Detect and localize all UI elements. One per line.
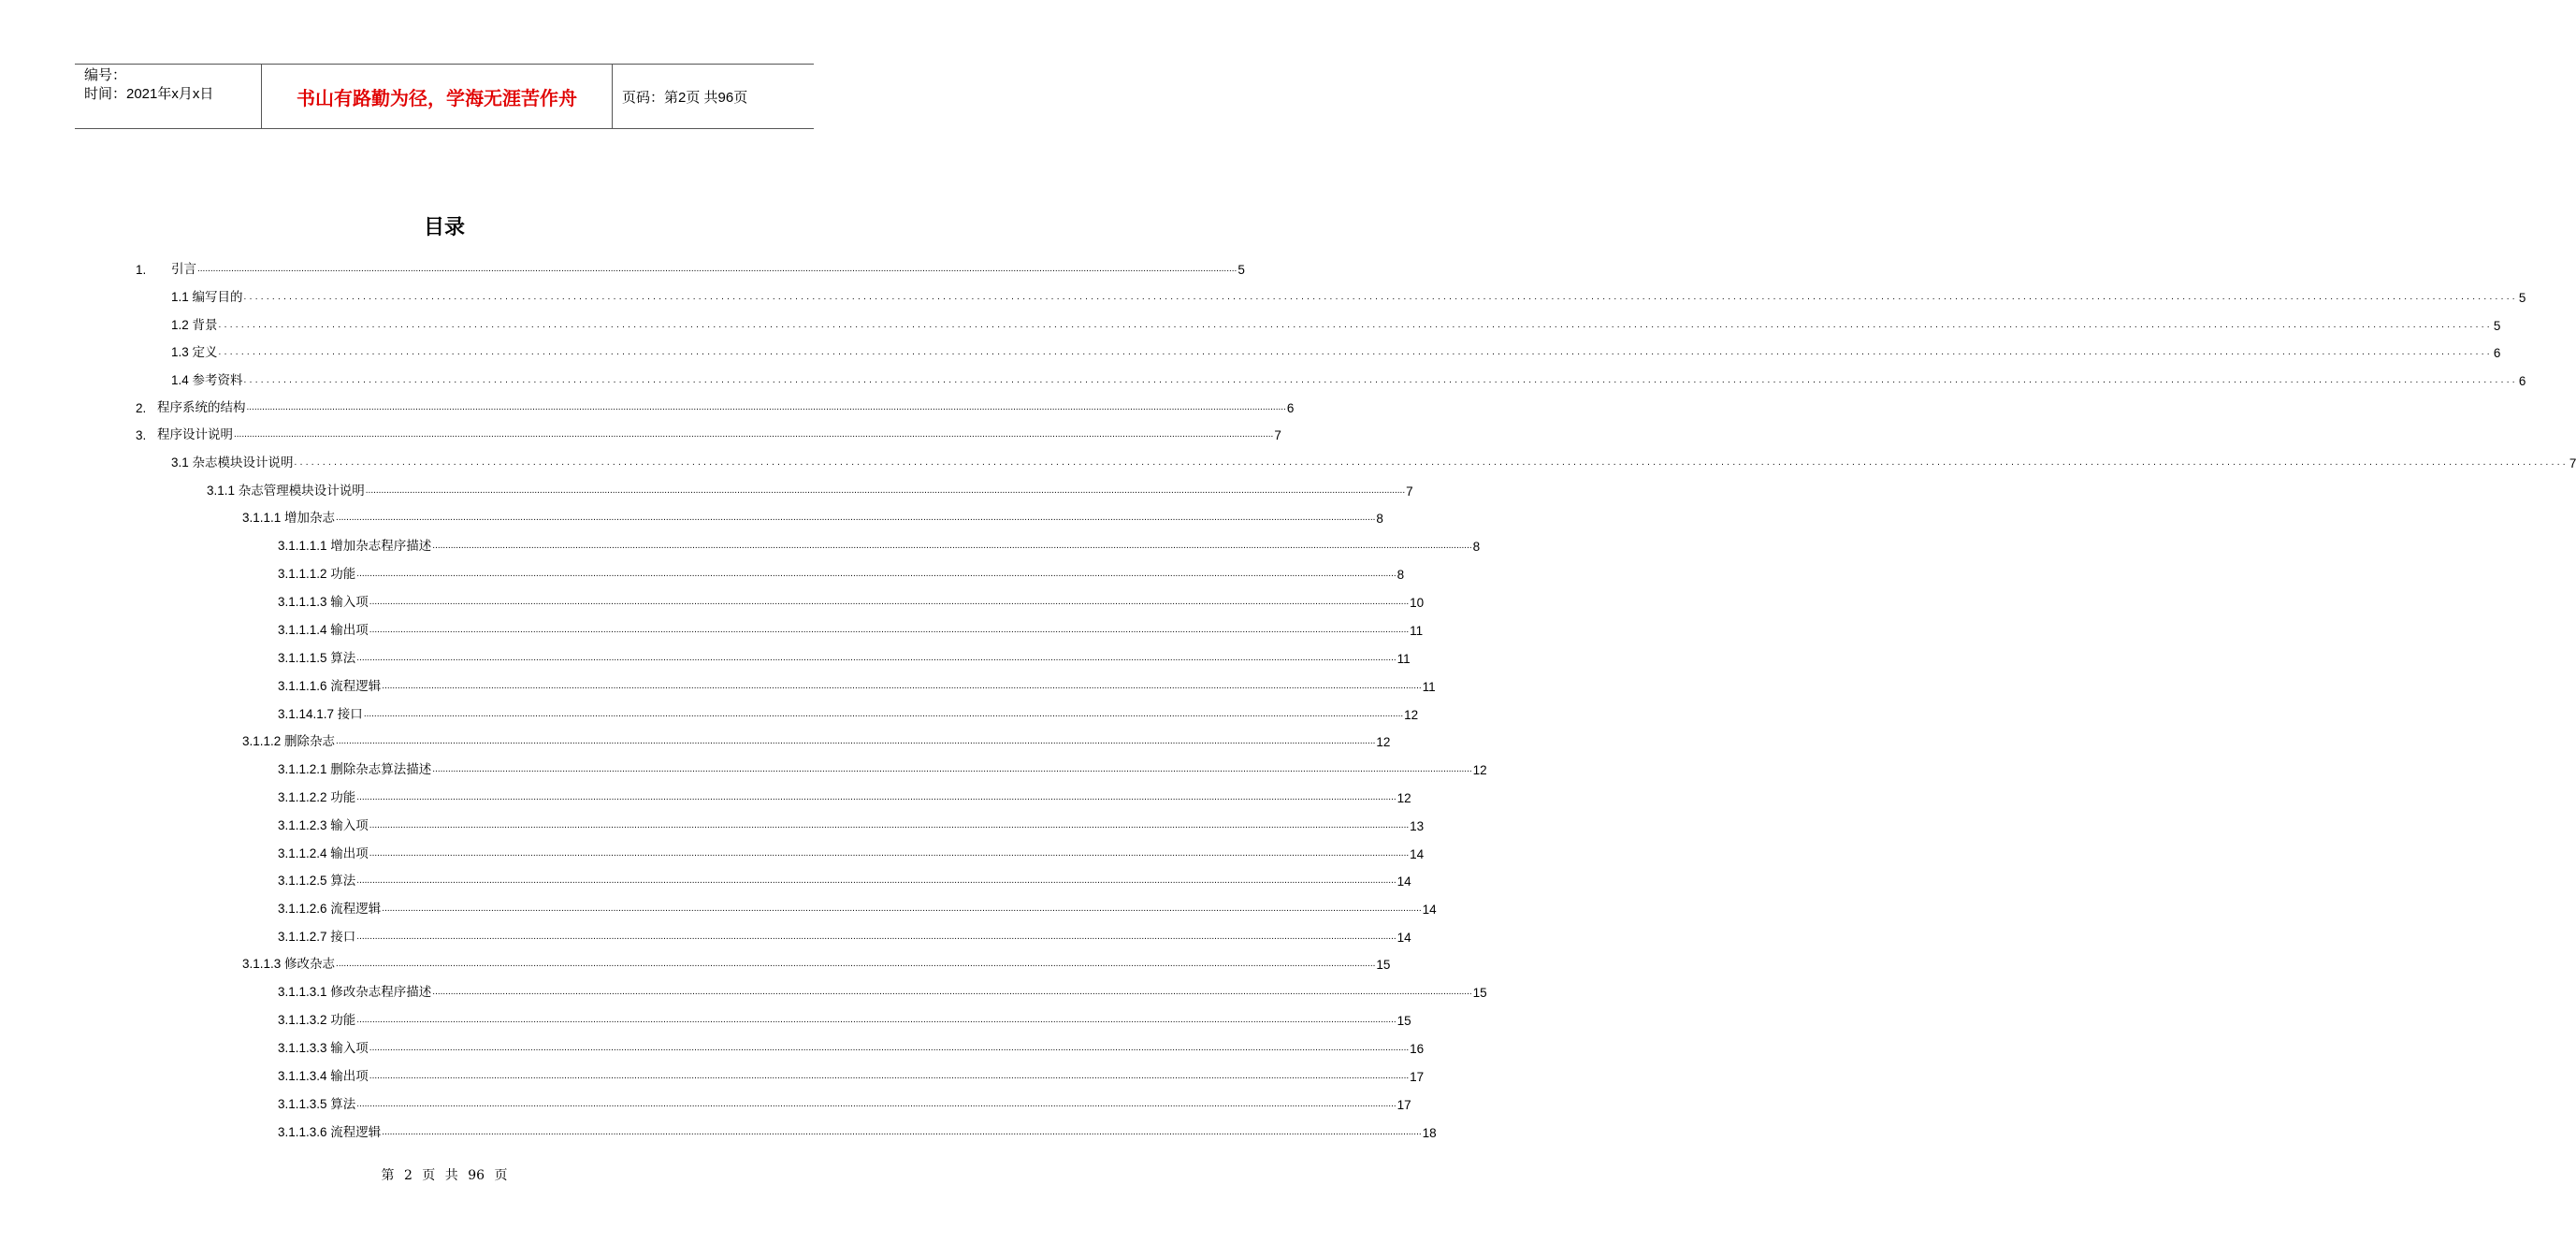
- toc-entry-title: 3.1.1.2.4 输出项: [278, 846, 369, 860]
- toc-leader-dots: ................................................................................................................................................................................................................................................................................................................................................................................................................: [356, 569, 1397, 579]
- toc-entry-page: 11: [1397, 652, 1411, 666]
- toc-leader-dots: ................................................................................................................................................................................................................................................................................................................................................................................................................: [369, 597, 1410, 607]
- toc-entry-page: 8: [1376, 512, 1383, 526]
- toc-entry-page: 6: [2518, 374, 2526, 388]
- toc-entry-page: 7: [1406, 484, 1413, 498]
- toc-entry-title: 1.2 背景: [171, 318, 218, 332]
- toc-entry-page: 8: [1472, 540, 1481, 554]
- toc-entry-page: 7: [1274, 428, 1281, 442]
- toc-leader-dots: ................................................................................................................................................................................................................................................................................................................................................................................................................: [369, 820, 1410, 831]
- toc-entry[interactable]: [171, 368, 2526, 388]
- toc-leader-dots: ................................................................................................................................................................................................................................................................................................................................................................................................................: [432, 541, 1472, 551]
- toc-entry[interactable]: [207, 478, 1413, 498]
- toc-entry-page: 14: [1410, 847, 1425, 861]
- toc-entry[interactable]: [171, 312, 2501, 333]
- toc-entry-title: 3.1.1.2.2 功能: [278, 790, 356, 804]
- toc-leader-dots: ................................................................................................................................................................................................................................................................................................................................................................................................................: [356, 1015, 1397, 1025]
- toc-leader-dots: ................................................................................................................................................................................................................................................................................................................................................................................................................: [243, 292, 2518, 302]
- toc-entry-title: 1.1 编写目的: [171, 290, 243, 304]
- toc-leader-dots: ................................................................................................................................................................................................................................................................................................................................................................................................................: [336, 959, 1376, 969]
- toc-entry-title: 3.1.1.2 删除杂志: [242, 734, 336, 748]
- toc-entry-page: 5: [1237, 263, 1245, 277]
- toc-entry-page: 12: [1472, 763, 1487, 777]
- toc-entry[interactable]: [242, 951, 1391, 972]
- toc-entry-title: 1.4 参考资料: [171, 373, 243, 387]
- toc-entry-page: 8: [1397, 568, 1405, 582]
- toc-entry-title: 3.1.1.2.7 接口: [278, 930, 356, 944]
- toc-entry-page: 15: [1397, 1014, 1411, 1028]
- toc-entry-number: 2.: [136, 401, 147, 415]
- toc-entry-title: 3.1.1.3.2 功能: [278, 1013, 356, 1027]
- toc-entry[interactable]: [278, 645, 1411, 666]
- toc-leader-dots: ................................................................................................................................................................................................................................................................................................................................................................................................................: [243, 375, 2518, 385]
- toc-entry-title: 3.1.1.1.2 功能: [278, 567, 356, 581]
- toc-entry-title: 3.1 杂志模块设计说明: [171, 455, 294, 470]
- toc-leader-dots: ................................................................................................................................................................................................................................................................................................................................................................................................................: [356, 875, 1397, 886]
- toc-entry[interactable]: [171, 450, 2576, 470]
- toc-entry-title: 3.1.1.3.6 流程逻辑: [278, 1125, 382, 1139]
- toc-entry[interactable]: [278, 1120, 1437, 1140]
- toc-entry-title: 1.3 定义: [171, 345, 218, 359]
- toc-entry-title: 3.1.1.3 修改杂志: [242, 957, 336, 971]
- toc-leader-dots: ................................................................................................................................................................................................................................................................................................................................................................................................................: [356, 932, 1397, 942]
- toc-entry-title: 3.1.1.2.5 算法: [278, 874, 356, 888]
- toc-entry[interactable]: [278, 979, 1487, 1000]
- toc-entry-page: 18: [1422, 1126, 1437, 1140]
- toc-entry-page: 12: [1397, 791, 1411, 805]
- page-header: [75, 64, 814, 129]
- toc-entry-page: 12: [1376, 735, 1391, 749]
- toc-entry[interactable]: [278, 701, 1419, 722]
- toc-entry-title: 3.1.1.3.3 输入项: [278, 1041, 369, 1055]
- toc-entry[interactable]: [278, 1007, 1411, 1028]
- toc-entry-page: 5: [2493, 319, 2501, 333]
- toc-entry-title: 3.1.1.2.6 流程逻辑: [278, 902, 382, 916]
- toc-leader-dots: ................................................................................................................................................................................................................................................................................................................................................................................................................: [218, 320, 2493, 330]
- toc-entry[interactable]: [278, 1063, 1425, 1084]
- toc-leader-dots: ................................................................................................................................................................................................................................................................................................................................................................................................................: [336, 513, 1376, 523]
- toc-leader-dots: ................................................................................................................................................................................................................................................................................................................................................................................................................: [218, 347, 2493, 357]
- toc-entry-page: 11: [1422, 680, 1436, 694]
- toc-entry[interactable]: [278, 785, 1411, 805]
- toc-entry-page: 14: [1397, 931, 1411, 945]
- toc-entry-title: 引言: [171, 262, 196, 276]
- toc-entry-page: 16: [1410, 1042, 1425, 1056]
- toc-entry-title: 3.1.1 杂志管理模块设计说明: [207, 484, 365, 498]
- toc-entry-title: 3.1.1.1.5 算法: [278, 651, 356, 665]
- toc-entry-number: 1.: [136, 263, 147, 277]
- toc-leader-dots: ................................................................................................................................................................................................................................................................................................................................................................................................................: [369, 1071, 1410, 1081]
- toc-entry-page: 11: [1410, 624, 1424, 638]
- toc-leader-dots: ................................................................................................................................................................................................................................................................................................................................................................................................................: [336, 736, 1376, 746]
- toc-entry[interactable]: [278, 841, 1425, 861]
- toc-entry-page: 13: [1410, 819, 1425, 833]
- toc-entry[interactable]: [278, 924, 1411, 945]
- toc-leader-dots: ................................................................................................................................................................................................................................................................................................................................................................................................................: [432, 987, 1472, 997]
- toc-leader-dots: ................................................................................................................................................................................................................................................................................................................................................................................................................: [365, 485, 1406, 496]
- toc-entry-page: 6: [2493, 346, 2501, 360]
- toc-leader-dots: ................................................................................................................................................................................................................................................................................................................................................................................................................: [369, 848, 1410, 859]
- toc-entry-page: 14: [1422, 903, 1437, 917]
- toc-entry-page: 5: [2518, 291, 2526, 305]
- toc-entry-title: 3.1.1.1 增加杂志: [242, 511, 336, 525]
- toc-leader-dots: ................................................................................................................................................................................................................................................................................................................................................................................................................: [369, 1043, 1410, 1053]
- toc-leader-dots: ................................................................................................................................................................................................................................................................................................................................................................................................................: [294, 457, 2569, 468]
- toc-entry-page: 14: [1397, 874, 1411, 889]
- toc-entry[interactable]: [242, 505, 1383, 526]
- toc-entry-title: 3.1.1.3.1 修改杂志程序描述: [278, 985, 432, 999]
- toc-entry-title: 3.1.1.1.4 输出项: [278, 623, 369, 637]
- toc-entry[interactable]: [278, 1035, 1425, 1056]
- toc-entry[interactable]: [171, 340, 2501, 360]
- toc-entry-title: 3.1.1.1.3 输入项: [278, 595, 369, 609]
- toc-leader-dots: ................................................................................................................................................................................................................................................................................................................................................................................................................: [382, 681, 1422, 691]
- toc-entry[interactable]: [278, 533, 1481, 554]
- toc-entry-title: 3.1.1.2.1 删除杂志算法描述: [278, 762, 432, 776]
- toc-leader-dots: ................................................................................................................................................................................................................................................................................................................................................................................................................: [356, 653, 1397, 663]
- toc-entry[interactable]: [136, 422, 1281, 442]
- toc-entry[interactable]: [278, 617, 1424, 638]
- toc-entry-title: 程序系统的结构: [157, 400, 246, 414]
- toc-title: 目录: [423, 216, 465, 239]
- toc-leader-dots: ................................................................................................................................................................................................................................................................................................................................................................................................................: [382, 903, 1422, 914]
- toc-leader-dots: ................................................................................................................................................................................................................................................................................................................................................................................................................: [234, 429, 1274, 440]
- toc-entry-page: 17: [1410, 1070, 1425, 1084]
- toc-entry-title: 3.1.1.3.4 输出项: [278, 1069, 369, 1083]
- toc-leader-dots: ................................................................................................................................................................................................................................................................................................................................................................................................................: [246, 402, 1286, 412]
- toc-entry[interactable]: [136, 256, 1245, 277]
- toc-entry-number: 3.: [136, 428, 147, 442]
- toc-entry[interactable]: [278, 1091, 1411, 1112]
- toc-entry-page: 15: [1472, 986, 1487, 1000]
- toc-entry[interactable]: [278, 757, 1487, 777]
- header-page-info: 页码：第2页 共96页: [622, 89, 748, 106]
- toc-entry-title: 程序设计说明: [157, 427, 233, 441]
- toc-entry-page: 10: [1410, 596, 1425, 610]
- toc-entry-page: 7: [2569, 456, 2576, 470]
- toc-leader-dots: ................................................................................................................................................................................................................................................................................................................................................................................................................: [356, 1099, 1397, 1109]
- toc-entry-title: 3.1.14.1.7 接口: [278, 707, 363, 721]
- toc-entry-title: 3.1.1.3.5 算法: [278, 1097, 356, 1111]
- toc-leader-dots: ................................................................................................................................................................................................................................................................................................................................................................................................................: [356, 792, 1397, 802]
- toc-entry[interactable]: [278, 896, 1437, 917]
- toc-entry[interactable]: [278, 673, 1436, 694]
- header-motto: 书山有路勤为径，学海无涯苦作舟: [262, 65, 613, 128]
- time-label: 时间：2021年x月x日: [84, 86, 214, 102]
- toc-entry[interactable]: [171, 284, 2526, 305]
- header-meta: [75, 65, 262, 128]
- number-label: 编号：: [84, 67, 127, 83]
- toc-entry[interactable]: [278, 813, 1425, 833]
- toc-leader-dots: ................................................................................................................................................................................................................................................................................................................................................................................................................: [197, 264, 1237, 274]
- toc-entry-page: 6: [1286, 401, 1295, 415]
- toc-leader-dots: ................................................................................................................................................................................................................................................................................................................................................................................................................: [382, 1127, 1422, 1137]
- toc-entry[interactable]: [278, 868, 1411, 889]
- toc-entry[interactable]: [136, 395, 1295, 415]
- toc-entry-title: 3.1.1.2.3 输入项: [278, 818, 369, 832]
- toc-leader-dots: ................................................................................................................................................................................................................................................................................................................................................................................................................: [363, 709, 1404, 719]
- toc-entry[interactable]: [242, 729, 1391, 749]
- toc-entry-title: 3.1.1.1.1 增加杂志程序描述: [278, 539, 432, 553]
- toc-entry-page: 17: [1397, 1098, 1411, 1112]
- toc-leader-dots: ................................................................................................................................................................................................................................................................................................................................................................................................................: [432, 764, 1472, 774]
- page-footer: 第 2 页 共 96 页: [381, 1168, 508, 1183]
- toc-entry[interactable]: [278, 561, 1405, 582]
- toc-entry[interactable]: [278, 589, 1425, 610]
- toc-entry-page: 12: [1404, 708, 1419, 722]
- toc-entry-title: 3.1.1.1.6 流程逻辑: [278, 679, 382, 693]
- toc-leader-dots: ................................................................................................................................................................................................................................................................................................................................................................................................................: [369, 625, 1410, 635]
- toc-entry-page: 15: [1376, 958, 1391, 972]
